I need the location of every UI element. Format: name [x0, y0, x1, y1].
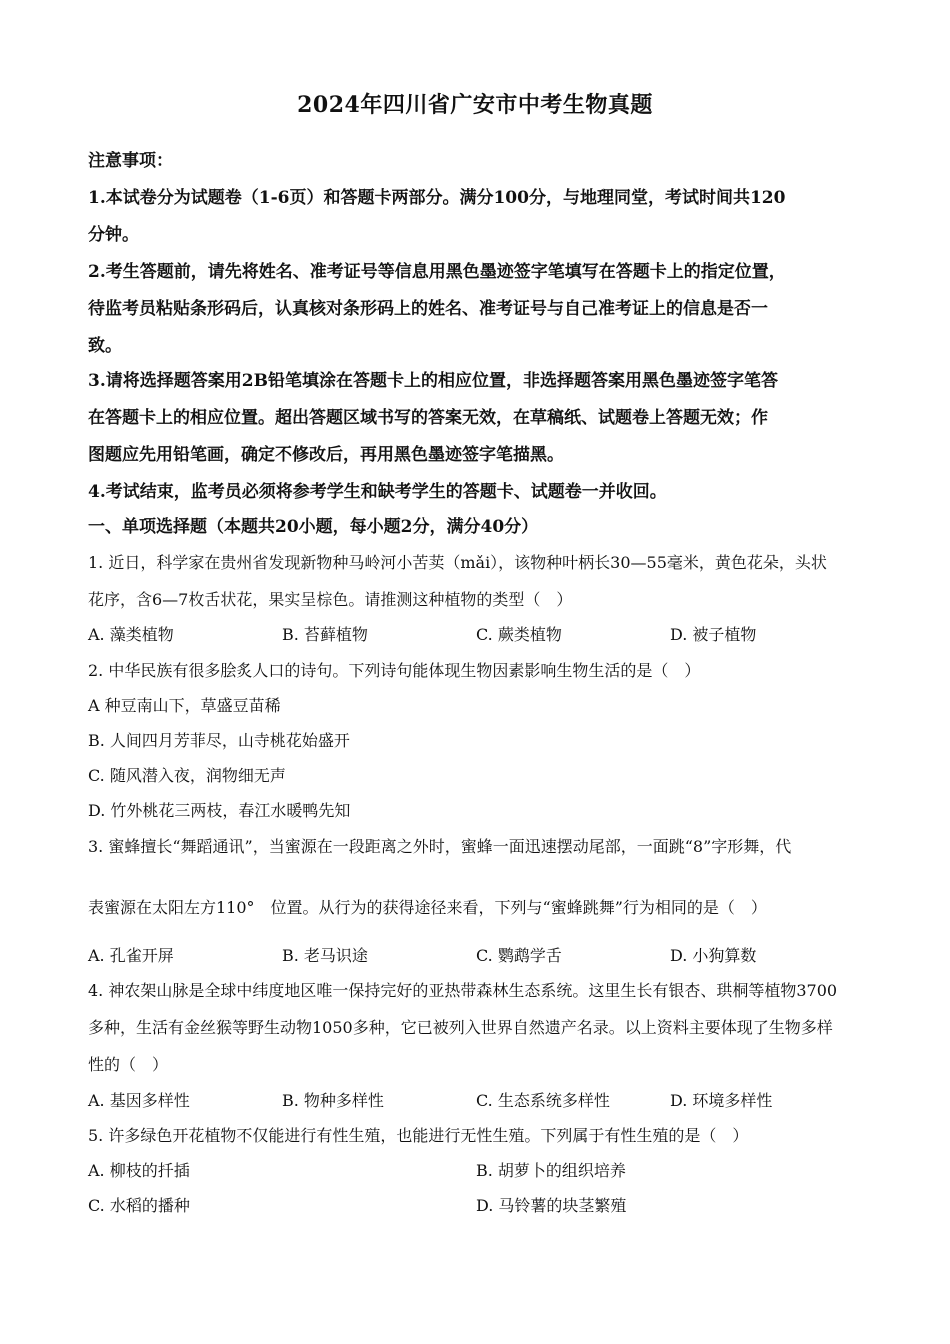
notice-line: 4.考试结束，监考员必须将参考学生和缺考学生的答题卡、试题卷一并收回。 [88, 482, 667, 502]
option-a: A. 孔雀开屏 [88, 946, 174, 965]
question-text: 5. 许多绿色开花植物不仅能进行有性生殖，也能进行无性生殖。下列属于有性生殖的是（ ） [88, 1126, 749, 1145]
question-text: 花序，含6—7枚舌状花，果实呈棕色。请推测这种植物的类型（ ） [88, 590, 573, 609]
notice-line: 3.请将选择题答案用2B铅笔填涂在答题卡上的相应位置，非选择题答案用黑色墨迹签字笔答 [88, 371, 778, 391]
option-b: B. 老马识途 [282, 946, 368, 965]
option-d: D. 马铃薯的块茎繁殖 [476, 1196, 627, 1215]
notice-line: 1.本试卷分为试题卷（1-6页）和答题卡两部分。满分100分，与地理同堂，考试时间共120 [88, 188, 786, 208]
notice-line: 图题应先用铅笔画，确定不修改后，再用黑色墨迹签字笔描黑。 [88, 445, 564, 465]
option-b: B. 物种多样性 [282, 1091, 384, 1110]
question-text: 表蜜源在太阳左方110° 位置。从行为的获得途径来看，下列与“蜜蜂跳舞”行为相同的是（ ） [88, 898, 767, 917]
question-text: 2. 中华民族有很多脍炙人口的诗句。下列诗句能体现生物因素影响生物生活的是（ ） [88, 661, 701, 680]
notice-line: 2.考生答题前，请先将姓名、准考证号等信息用黑色墨迹签字笔填写在答题卡上的指定位置， [88, 262, 786, 282]
option-c: C. 水稻的播种 [88, 1196, 190, 1215]
notice-line: 致。 [88, 336, 122, 356]
option-b: B. 人间四月芳菲尽，山寺桃花始盛开 [88, 731, 350, 750]
option-d: D. 竹外桃花三两枝，春江水暖鸭先知 [88, 801, 351, 820]
option-d: D. 小狗算数 [670, 946, 757, 965]
section-heading: 一、单项选择题（本题共20小题，每小题2分，满分40分） [88, 517, 539, 537]
option-b: B. 苔藓植物 [282, 625, 368, 644]
option-c: C. 鹦鹉学舌 [476, 946, 562, 965]
question-text: 1. 近日，科学家在贵州省发现新物种马岭河小苦荬（mǎi），该物种叶柄长30—55毫米，黄色花朵，头状 [88, 553, 827, 572]
notice-heading: 注意事项： [88, 151, 173, 171]
notice-line: 分钟。 [88, 225, 139, 245]
option-b: B. 胡萝卜的组织培养 [476, 1161, 626, 1180]
option-a: A 种豆南山下，草盛豆苗稀 [88, 696, 281, 715]
page-title: 2024年四川省广安市中考生物真题 [297, 92, 653, 118]
option-a: A. 基因多样性 [88, 1091, 190, 1110]
notice-line: 待监考员粘贴条形码后，认真核对条形码上的姓名、准考证号与自己准考证上的信息是否一 [88, 299, 768, 319]
option-a: A. 柳枝的扦插 [88, 1161, 190, 1180]
question-text: 多种，生活有金丝猴等野生动物1050多种，它已被列入世界自然遗产名录。以上资料主要体现了生物多样 [88, 1018, 833, 1037]
question-text: 4. 神农架山脉是全球中纬度地区唯一保持完好的亚热带森林生态系统。这里生长有银杏、珙桐等植物3700 [88, 981, 838, 1000]
option-c: C. 随风潜入夜，润物细无声 [88, 766, 286, 785]
option-d: D. 被子植物 [670, 625, 757, 644]
notice-line: 在答题卡上的相应位置。超出答题区域书写的答案无效，在草稿纸、试题卷上答题无效；作 [88, 408, 768, 428]
option-d: D. 环境多样性 [670, 1091, 773, 1110]
option-a: A. 藻类植物 [88, 625, 174, 644]
question-text: 性的（ ） [88, 1055, 169, 1074]
option-c: C. 蕨类植物 [476, 625, 562, 644]
option-c: C. 生态系统多样性 [476, 1091, 610, 1110]
question-text: 3. 蜜蜂擅长“舞蹈通讯”，当蜜源在一段距离之外时，蜜蜂一面迅速摆动尾部，一面跳“8”字形舞，代 [88, 837, 792, 856]
